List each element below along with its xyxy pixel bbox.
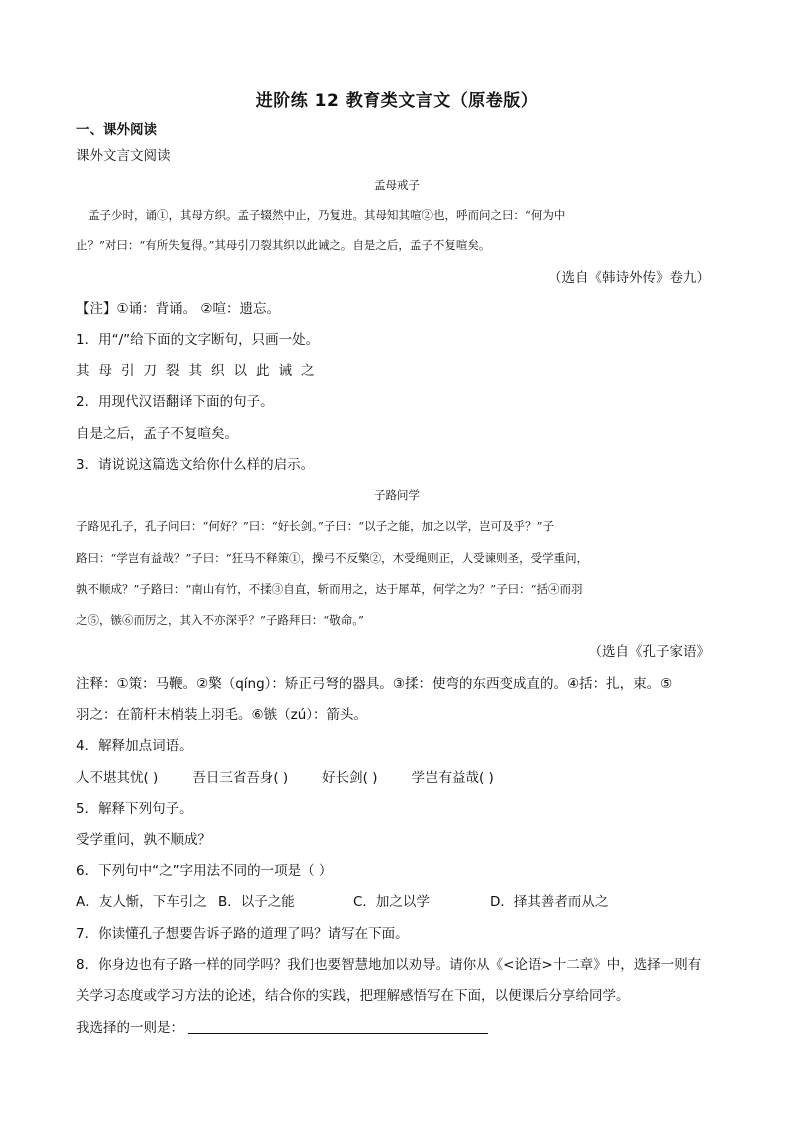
question-6-option[interactable]: C．加之以学: [353, 894, 430, 910]
question-6-option[interactable]: B．以子之能: [218, 894, 295, 910]
question-7: 7．你读懂孔子想要告诉子路的道理了吗？请写在下面。: [76, 926, 409, 942]
question-8-answer: [76, 1021, 488, 1036]
question-4-items: [76, 772, 528, 786]
question-4-item[interactable]: 吾日三省吾身( ): [192, 770, 289, 786]
passage2-notes: 羽之：在箭杆末梢装上羽毛。⑥镞（zú）：箭头。: [76, 707, 367, 723]
question-5: 5．解释下列句子。: [76, 801, 193, 817]
question-3: 3．请说说这篇选文给你什么样的启示。: [76, 457, 315, 473]
question-4-item[interactable]: 学岂有益哉( ): [411, 770, 494, 786]
page-title: 进阶练 12 教育类文言文（原卷版）: [255, 91, 539, 111]
passage2-line: 子路见孔子，孔子问曰：“何好？”曰：“好长剑。”子曰：“以子之能，加之以学，岂可及乎？”子: [76, 519, 555, 533]
passage1-title: 孟母戒子: [374, 178, 420, 192]
passage1-note: 【注】①诵：背诵。 ②喧：遗忘。: [76, 301, 280, 317]
passage2-notes: 注释：①策：马鞭。②檠（qíng）：矫正弓弩的器具。③揉：使弯的东西变成直的。④括：扎，束。⑤: [76, 676, 673, 692]
section-heading: 一、课外阅读: [76, 122, 157, 138]
question-6-option[interactable]: D．择其善者而从之: [490, 894, 609, 910]
question-2-text: 自是之后，孟子不复喧矣。: [76, 426, 238, 442]
passage2-title: 子路问学: [374, 488, 420, 502]
question-1: 1．用“/”给下面的文字断句，只画一处。: [76, 332, 320, 348]
passage2-source: （选自《孔子家语》: [588, 644, 710, 660]
question-8: 关学习态度或学习方法的论述，结合你的实践，把理解感悟写在下面，以便课后分享给同学。: [76, 988, 630, 1004]
passage2-line: 路曰：“学岂有益哉？”子曰：“狂马不释策①，操弓不反檠②，木受绳则正，人受谏则圣，受学重问，: [76, 551, 589, 565]
question-5-text: 受学重问，孰不顺成？: [76, 832, 211, 848]
question-8-prompt: 我选择的一则是：: [76, 1020, 184, 1036]
passage2-line: 之⑤，镞⑥而厉之，其入不亦深乎？”子路拜曰：“敬命。”: [76, 613, 364, 627]
question-6: 6．下列句中“之”字用法不同的一项是（ ）: [76, 863, 333, 879]
question-8: 8．你身边也有子路一样的同学吗？我们也要智慧地加以劝导。请你从《<论语>十二章》中，选择一则有: [76, 957, 702, 973]
question-2: 2．用现代汉语翻译下面的句子。: [76, 394, 274, 410]
question-4-item[interactable]: 好长剑( ): [322, 770, 378, 786]
section-subheading: 课外文言文阅读: [76, 148, 171, 164]
question-1-text: 其母引刀裂其织以此诫之: [76, 363, 324, 379]
question-4: 4．解释加点词语。: [76, 738, 193, 754]
question-4-item[interactable]: 人不堪其忧( ): [76, 770, 159, 786]
answer-blank-line[interactable]: [188, 1021, 488, 1034]
passage1-line: 止？”对曰：“有所失复得。”其母引刀裂其织以此诫之。自是之后，孟子不复喧矣。: [76, 238, 491, 252]
question-6-option[interactable]: A．友人惭，下车引之: [76, 894, 207, 910]
passage1-source: （选自《韩诗外传》卷九）: [548, 270, 710, 286]
passage1-line: 孟子少时，诵①，其母方织。孟子辍然中止，乃复进。其母知其喧②也，呼而问之曰：“何为中: [88, 208, 566, 222]
passage2-line: 孰不顺成？”子路曰：“南山有竹，不揉③自直，斩而用之，达于犀革，何学之为？”子曰：“括④而羽: [76, 582, 583, 596]
